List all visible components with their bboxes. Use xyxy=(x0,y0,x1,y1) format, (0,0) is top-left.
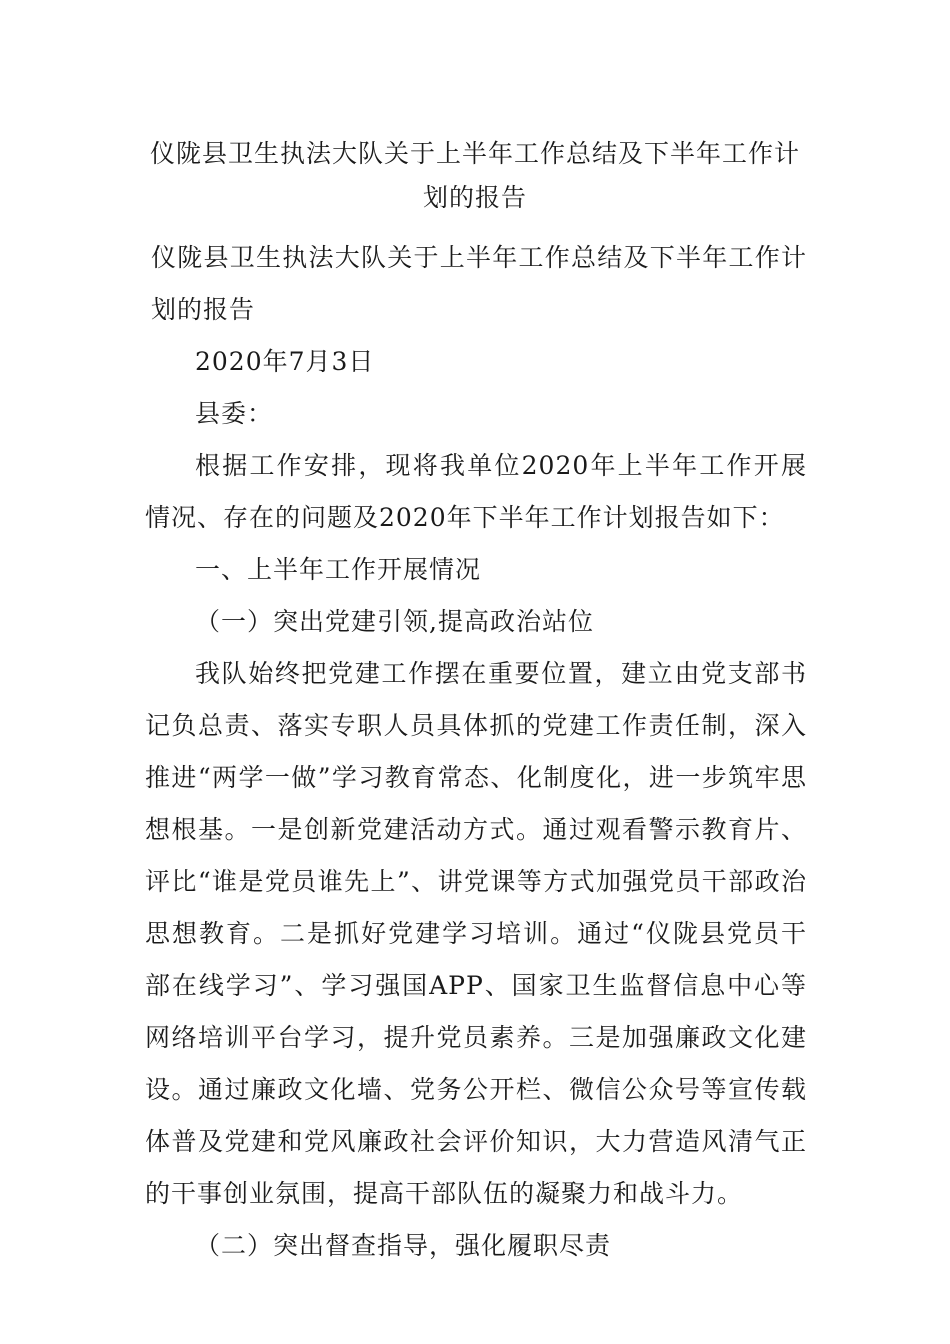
document-date: 2020年7月3日 xyxy=(195,347,375,376)
salutation: 县委： xyxy=(195,399,274,428)
subsection-heading-2: （二）突出督查指导，强化履职尽责 xyxy=(195,1231,612,1260)
document-subtitle: 仪陇县卫生执法大队关于上半年工作总结及下半年工作计划的报告 xyxy=(151,243,807,324)
document-title: 仪陇县卫生执法大队关于上半年工作总结及下半年工作计划的报告 xyxy=(149,139,800,212)
intro-paragraph: 根据工作安排，现将我单位2020年上半年工作开展情况、存在的问题及2020年下半年工作计划报告如下： xyxy=(145,451,807,532)
subsection-body-1: 我队始终把党建工作摆在重要位置，建立由党支部书记负总责、落实专职人员具体抓的党建工作责任制，深入推进“两学一做”学习教育常态、化制度化，进一步筑牢思想根基。一是创新党建活动方式。通过观看警示教育片、评比“谁是党员谁先上”、讲党课等方式加强党员干部政治思想教育。二是抓好党建学习培训。通过“仪陇县党员干部在线学习”、学习强国APP、国家卫生监督信息中心等网络培训平台学习，提升党员素养。三是加强廉政文化建设。通过廉政文化墙、党务公开栏、微信公众号等宣传载体普及党建和党风廉政社会评价知识，大力营造风清气正的干事创业氛围，提高干部队伍的凝聚力和战斗力。 xyxy=(145,659,807,1208)
subsection-heading-1: （一）突出党建引领,提高政治站位 xyxy=(195,607,594,636)
section-heading-1: 一、上半年工作开展情况 xyxy=(195,555,482,584)
document-body xyxy=(145,232,807,1272)
